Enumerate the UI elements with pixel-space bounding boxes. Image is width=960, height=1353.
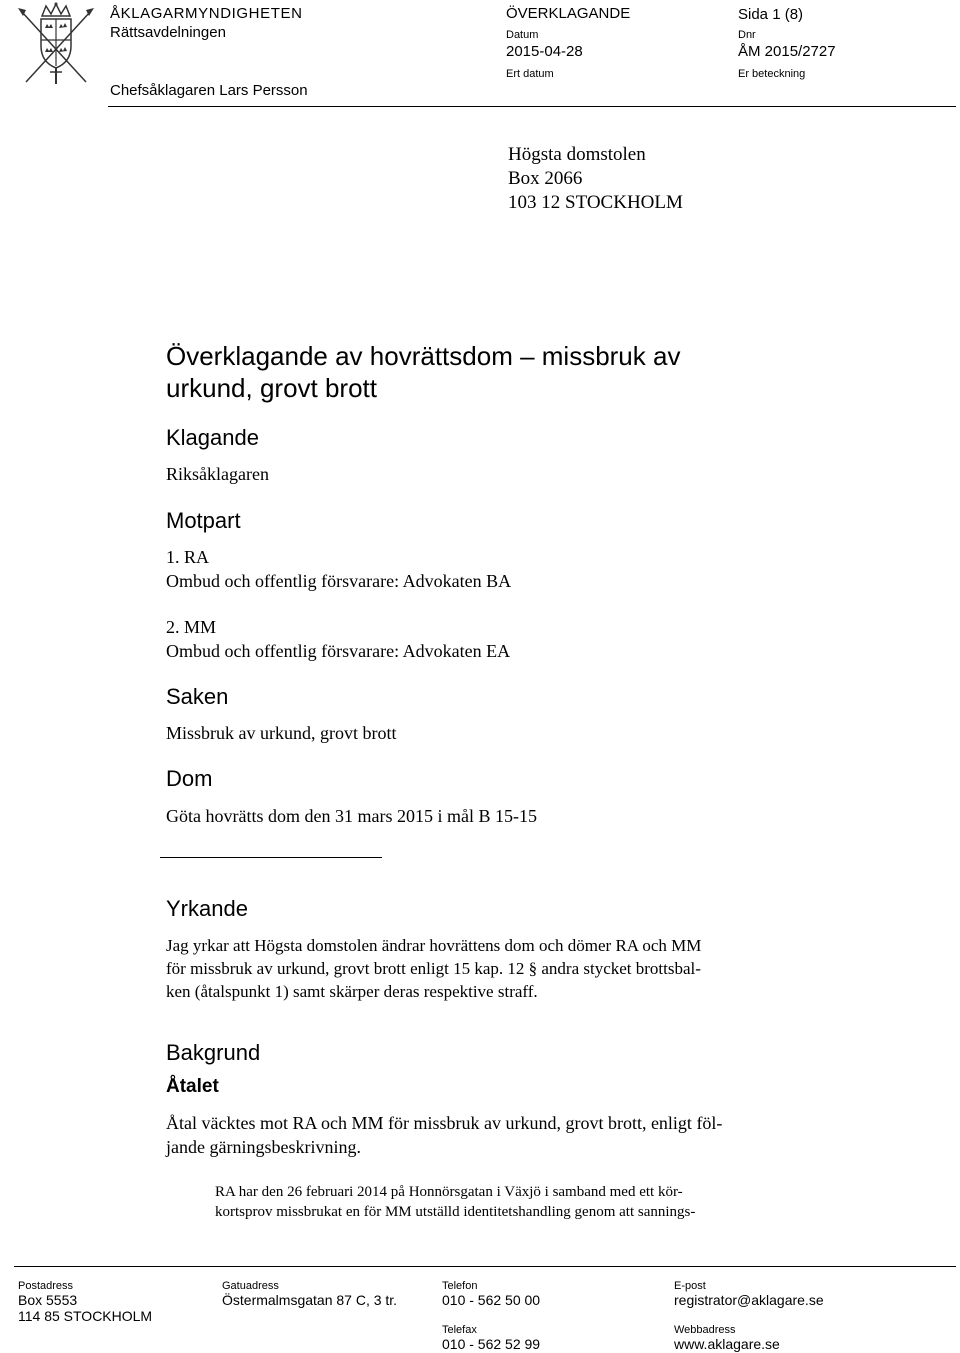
fax-label: Telefax: [442, 1324, 477, 1336]
page-number: Sida 1 (8): [738, 6, 804, 23]
atalet-line-1: Åtal väcktes mot RA och MM för missbruk av urkund, grovt brott, enligt föl-: [166, 1113, 723, 1133]
header-divider: [108, 106, 956, 107]
yrkande-line-2: för missbruk av urkund, grovt brott enligt 15 kap. 12 § andra stycket brottsbal-: [166, 959, 701, 978]
title-line-1: Överklagande av hovrättsdom – missbruk av: [166, 341, 681, 371]
recipient-line-1: Högsta domstolen: [508, 144, 646, 165]
postal-line-2: 114 85 STOCKHOLM: [18, 1308, 153, 1324]
yrkande-line-3: ken (åtalspunkt 1) samt skärper deras respektive straff.: [166, 982, 538, 1001]
yrkande-heading: Yrkande: [166, 896, 248, 921]
footer-street: [222, 1280, 397, 1308]
dnr-label: Dnr: [738, 29, 756, 41]
email-label: E-post: [674, 1280, 706, 1292]
section-separator: [160, 857, 382, 858]
footer-fax: [442, 1324, 540, 1352]
party-2: [166, 615, 510, 663]
title-line-2: urkund, grovt brott: [166, 373, 377, 403]
klagande-heading: Klagande: [166, 425, 259, 450]
coat-of-arms-logo: [14, 2, 98, 86]
yrkande-paragraph: [166, 934, 826, 1003]
recipient-address: [508, 143, 683, 215]
atalet-heading: Åtalet: [166, 1076, 219, 1097]
phone-value: 010 - 562 50 00: [442, 1292, 541, 1308]
footer-postal: [18, 1280, 152, 1324]
fax-value: 010 - 562 52 99: [442, 1336, 541, 1352]
email-link[interactable]: registrator@aklagare.se: [674, 1292, 824, 1308]
atalet-paragraph: [166, 1111, 826, 1159]
street-value: Östermalmsgatan 87 C, 3 tr.: [222, 1292, 398, 1308]
street-label: Gatuadress: [222, 1280, 279, 1292]
yrkande-line-1: Jag yrkar att Högsta domstolen ändrar hovrättens dom och dömer RA och MM: [166, 936, 702, 955]
atalet-line-2: jande gärningsbeskrivning.: [166, 1137, 361, 1157]
quote-line-2: kortsprov missbrukat en för MM utställd identitetshandling genom att sannings-: [215, 1204, 696, 1220]
recipient-line-2: Box 2066: [508, 168, 583, 189]
dnr-value: ÅM 2015/2727: [738, 43, 836, 60]
website-link[interactable]: www.aklagare.se: [674, 1336, 780, 1352]
document-title: [166, 340, 680, 404]
their-date-label: Ert datum: [506, 68, 554, 80]
footer-phone: [442, 1280, 540, 1308]
their-reference-label: Er beteckning: [738, 68, 806, 80]
party-2-name: 2. MM: [166, 617, 217, 637]
dom-heading: Dom: [166, 766, 213, 791]
klagande-value: Riksåklagaren: [166, 464, 269, 484]
motpart-heading: Motpart: [166, 508, 241, 533]
party-1-name: 1. RA: [166, 547, 210, 567]
document-type: ÖVERKLAGANDE: [506, 5, 631, 22]
date-label: Datum: [506, 29, 539, 41]
recipient-line-3: 103 12 STOCKHOLM: [508, 192, 683, 213]
footer-web: [674, 1324, 780, 1352]
party-1-counsel: Ombud och offentlig försvarare: Advokaten BA: [166, 571, 512, 591]
postal-line-1: Box 5553: [18, 1292, 78, 1308]
party-2-counsel: Ombud och offentlig försvarare: Advokaten EA: [166, 641, 511, 661]
charge-description-quote: [215, 1182, 775, 1222]
postal-label: Postadress: [18, 1280, 74, 1292]
phone-label: Telefon: [442, 1280, 478, 1292]
party-1: [166, 545, 511, 593]
officer-name: Chefsåklagaren Lars Persson: [110, 82, 308, 99]
dom-value: Göta hovrätts dom den 31 mars 2015 i mål B 15-15: [166, 806, 537, 826]
bakgrund-heading: Bakgrund: [166, 1040, 261, 1065]
footer-email: [674, 1280, 824, 1308]
organization-name: ÅKLAGARMYNDIGHETEN: [110, 5, 303, 22]
footer-divider: [14, 1266, 956, 1267]
department-name: Rättsavdelningen: [110, 24, 226, 41]
quote-line-1: RA har den 26 februari 2014 på Honnörsgatan i Växjö i samband med ett kör-: [215, 1184, 683, 1200]
saken-heading: Saken: [166, 684, 229, 709]
date-value: 2015-04-28: [506, 43, 583, 60]
saken-value: Missbruk av urkund, grovt brott: [166, 723, 397, 743]
web-label: Webbadress: [674, 1324, 736, 1336]
